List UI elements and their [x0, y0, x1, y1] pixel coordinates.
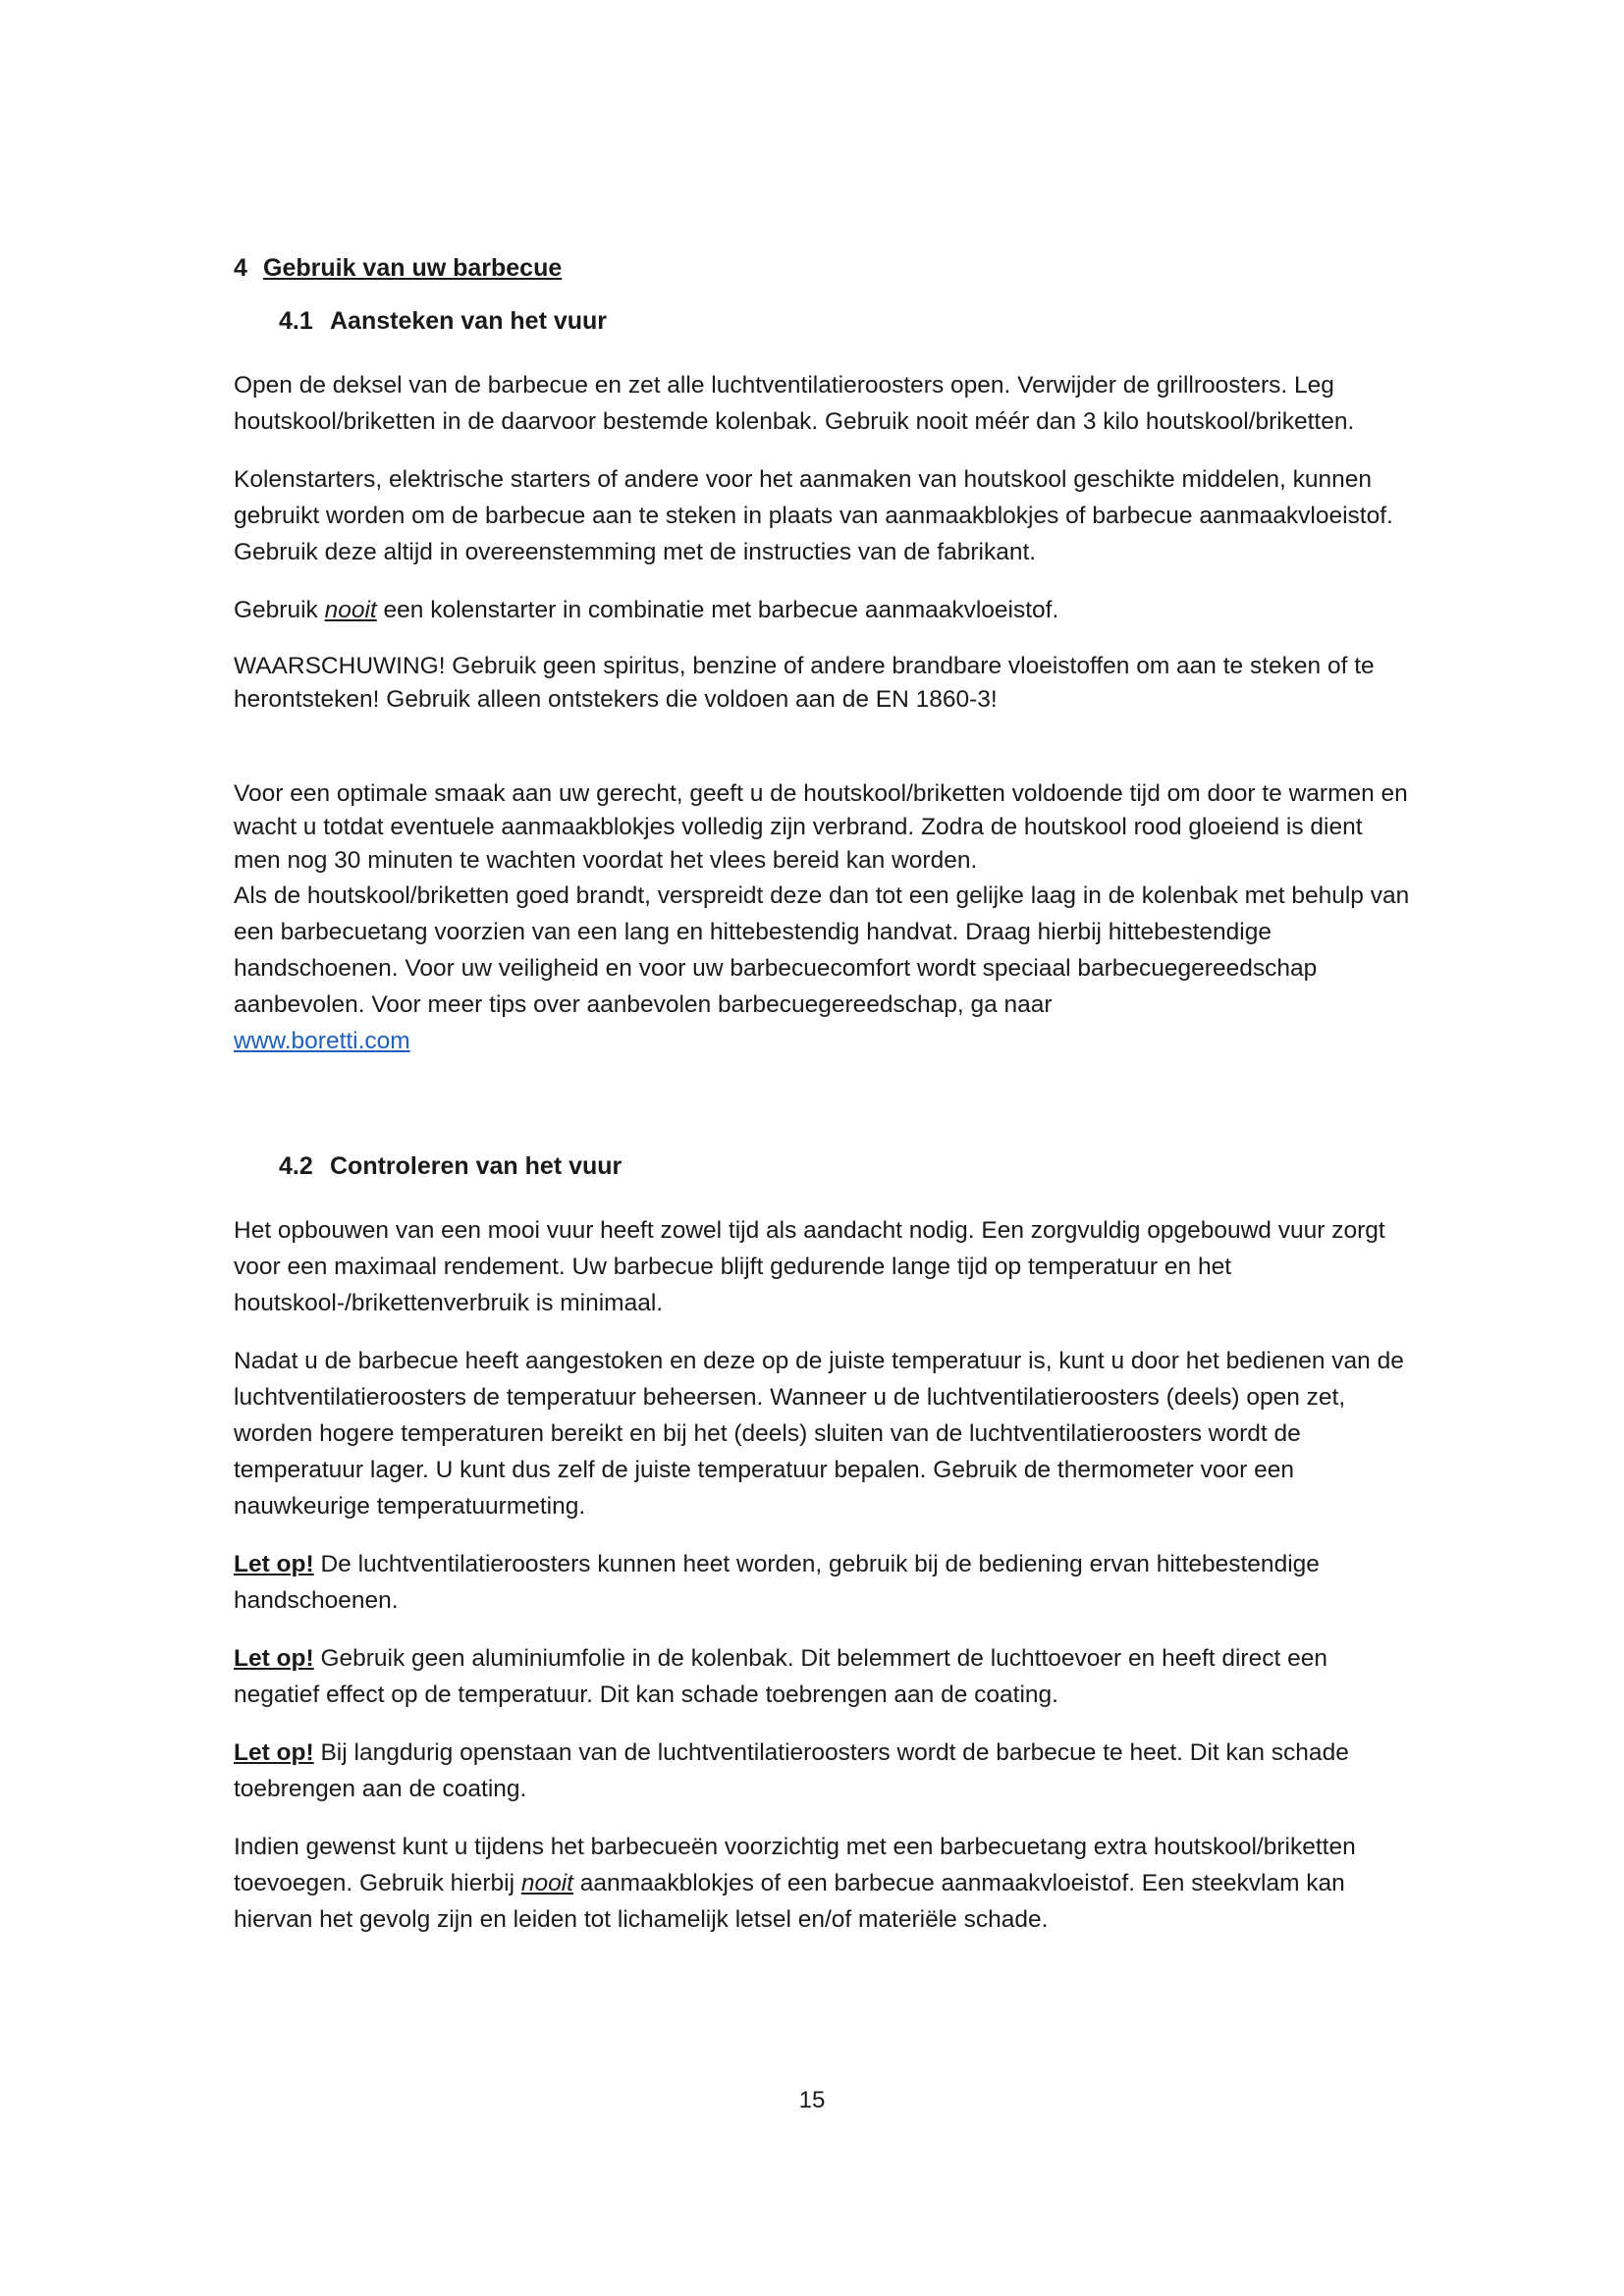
- paragraph-add-coals: [234, 1829, 1412, 1938]
- paragraph-optimal-taste: Voor een optimale smaak aan uw gerecht, geeft u de houtskool/briketten voldoende tijd om door te warmen en wacht u totdat eventuele aanmaakblokjes volledig zijn verbrand. Zodra de houtskool rood gloeiend is dient men nog 30 minuten te wachten voordat het vlees bereid kan worden.: [234, 780, 1408, 874]
- paragraph-never-combine: [234, 592, 1412, 628]
- paragraph-letop-vents: [234, 1546, 1412, 1619]
- text-run: Indien gewenst kunt u tijdens het barbecueën voorzichtig met een barbecuetang extra houtskool/briketten toevoegen. Gebruik hierbij: [234, 1834, 1356, 1896]
- text-run: Gebruik geen aluminiumfolie in de kolenbak. Dit belemmert de luchttoevoer en heeft direct een negatief effect op de temperatuur. Dit kan schade toebrengen aan de coating.: [234, 1645, 1327, 1708]
- page-content: [234, 251, 1412, 1959]
- letop-label: Let op!: [234, 1551, 314, 1577]
- paragraph-letop-overheat: [234, 1735, 1412, 1807]
- paragraph-letop-foil: [234, 1640, 1412, 1713]
- letop-label: Let op!: [234, 1645, 314, 1672]
- spacer: [234, 1081, 1412, 1149]
- section-heading-4-1: [279, 304, 1412, 338]
- page-number: 15: [798, 2087, 826, 2113]
- paragraph-spread-coals: [234, 878, 1412, 1059]
- chapter-number: 4: [234, 254, 247, 282]
- chapter-title: Gebruik van uw barbecue: [263, 254, 563, 282]
- text-run: aanmaakblokjes of een barbecue aanmaakvloeistof. Een steekvlam kan hiervan het gevolg zijn en leiden tot lichamelijk letsel en/of materiële schade.: [234, 1870, 1345, 1933]
- chapter-heading: [234, 251, 1412, 285]
- paragraph-build-fire: Het opbouwen van een mooi vuur heeft zowel tijd als aandacht nodig. Een zorgvuldig opgebouwd vuur zorgt voor een maximaal rendement. Uw barbecue blijft gedurende lange tijd op temperatuur en het houtskool-/brikettenverbruik is minimaal.: [234, 1217, 1385, 1316]
- spacer: [234, 738, 1412, 777]
- section-title: Controleren van het vuur: [330, 1152, 623, 1180]
- boretti-link[interactable]: www.boretti.com: [234, 1028, 410, 1054]
- letop-label: Let op!: [234, 1739, 314, 1766]
- emphasis-never: nooit: [520, 1870, 573, 1896]
- paragraph-open-lid: Open de deksel van de barbecue en zet alle luchtventilatieroosters open. Verwijder de grillroosters. Leg houtskool/briketten in de daarvoor bestemde kolenbak. Gebruik nooit méér dan 3 kilo houtskool/briketten.: [234, 372, 1355, 435]
- text-run: Bij langdurig openstaan van de luchtventilatieroosters wordt de barbecue te heet. Dit kan schade toebrengen aan de coating.: [234, 1739, 1349, 1802]
- emphasis-never: nooit: [324, 597, 377, 623]
- text-run: Gebruik: [234, 597, 325, 623]
- paragraph-starters: Kolenstarters, elektrische starters of andere voor het aanmaken van houtskool geschikte middelen, kunnen gebruikt worden om de barbecue aan te steken in plaats van aanmaakblokjes of barbecue aanmaakvloeistof. Gebruik deze altijd in overeenstemming met de instructies van de fabrikant.: [234, 466, 1393, 565]
- text-run: Als de houtskool/briketten goed brandt, verspreidt deze dan tot een gelijke laag in de kolenbak met behulp van een barbecuetang voorzien van een lang en hittebestendig handvat. Draag hierbij hittebestendige handschoenen. Voor uw veiligheid en voor uw barbecuecomfort wordt speciaal barbecuegereedschap aanbevolen. Voor meer tips over aanbevolen barbecuegereedschap, ga naar: [234, 882, 1410, 1018]
- paragraph-control-temperature: Nadat u de barbecue heeft aangestoken en deze op de juiste temperatuur is, kunt u door het bedienen van de luchtventilatieroosters de temperatuur beheersen. Wanneer u de luchtventilatieroosters (deels) open zet, worden hogere temperaturen bereikt en bij het (deels) sluiten van de luchtventilatieroosters wordt de temperatuur lager. U kunt dus zelf de juiste temperatuur bepalen. Gebruik de thermometer voor een nauwkeurige temperatuurmeting.: [234, 1348, 1404, 1520]
- text-run: een kolenstarter in combinatie met barbecue aanmaakvloeistof.: [376, 597, 1059, 623]
- section-number: 4.1: [279, 307, 313, 335]
- text-run: De luchtventilatieroosters kunnen heet worden, gebruik bij de bediening ervan hittebestendige handschoenen.: [234, 1551, 1320, 1614]
- section-heading-4-2: [279, 1149, 1412, 1183]
- section-title: Aansteken van het vuur: [330, 307, 608, 335]
- paragraph-warning: WAARSCHUWING! Gebruik geen spiritus, benzine of andere brandbare vloeistoffen om aan te steken of te herontsteken! Gebruik alleen ontstekers die voldoen aan de EN 1860-3!: [234, 653, 1375, 713]
- section-number: 4.2: [279, 1152, 313, 1180]
